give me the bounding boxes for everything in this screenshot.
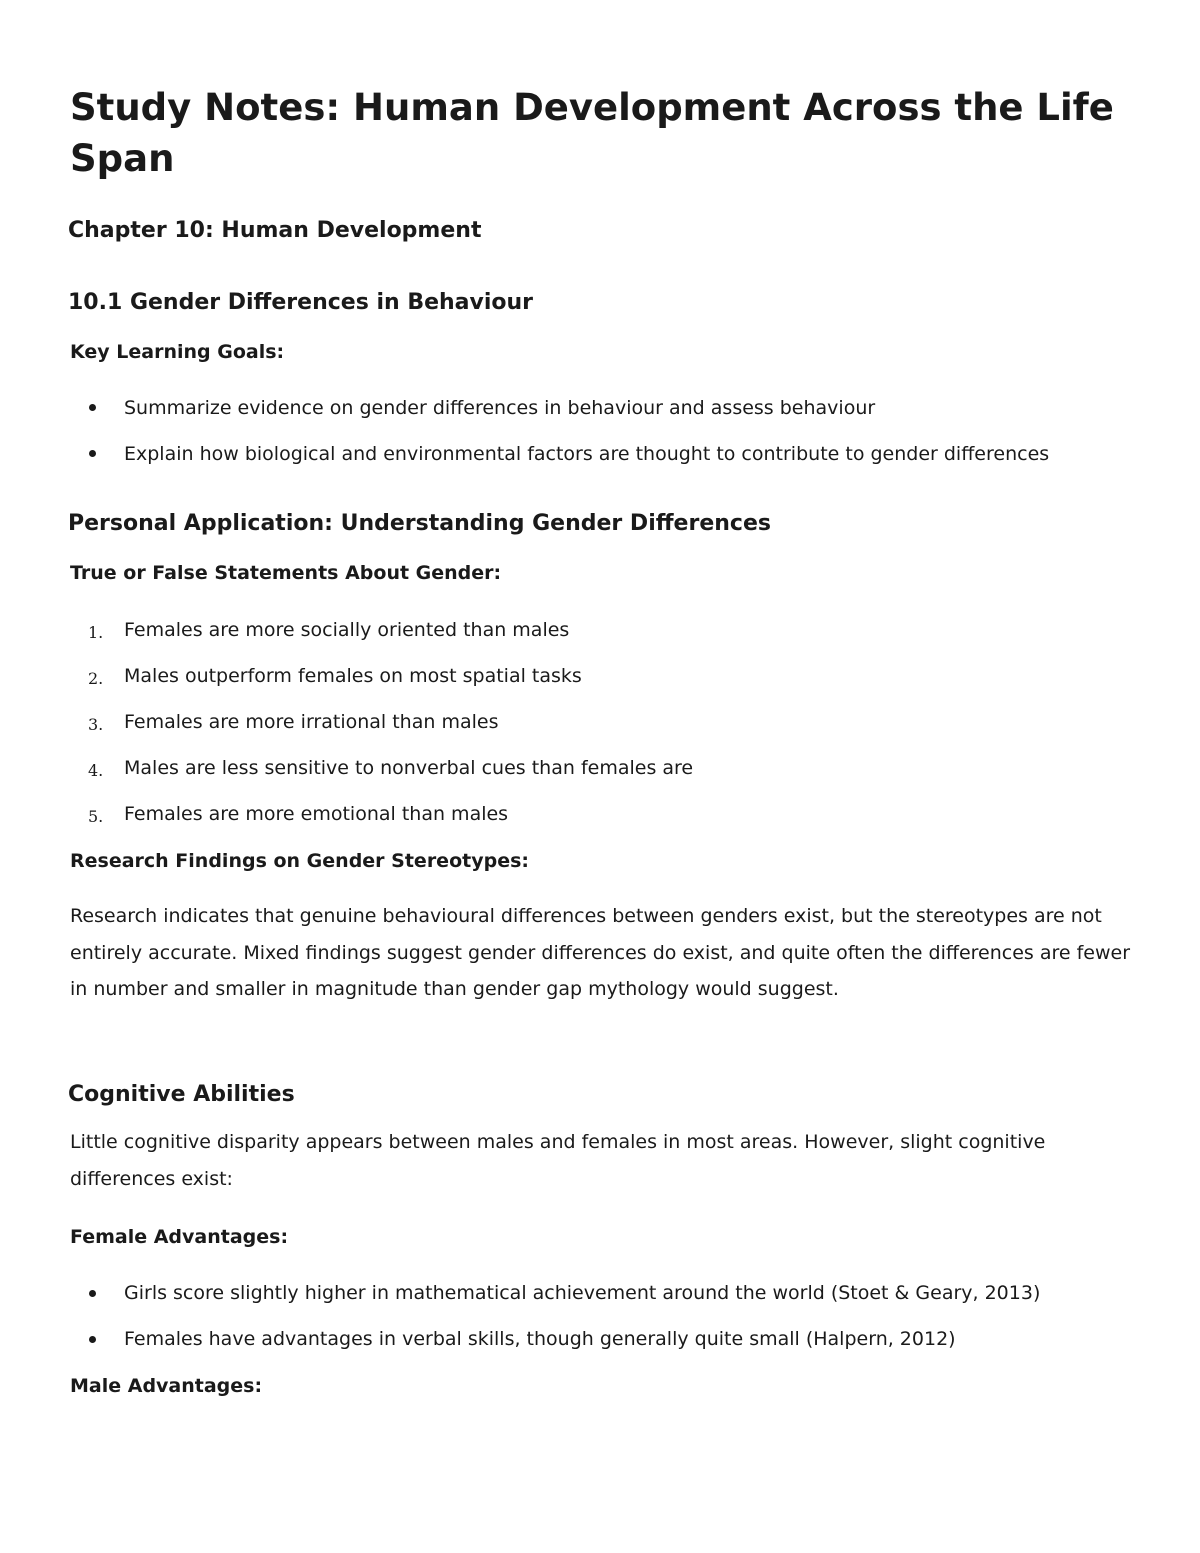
list-number: 2. bbox=[88, 669, 104, 688]
statement-item: Females are more emotional than males bbox=[124, 803, 509, 825]
list-number: 1. bbox=[88, 623, 104, 642]
statements-label: True or False Statements About Gender: bbox=[70, 562, 502, 584]
research-findings-label: Research Findings on Gender Stereotypes: bbox=[70, 850, 529, 872]
statement-item: Females are more irrational than males bbox=[124, 711, 499, 733]
chapter-heading: Chapter 10: Human Development bbox=[68, 218, 482, 243]
statement-item: Males outperform females on most spatial tasks bbox=[124, 665, 582, 687]
cognitive-intro-paragraph: Little cognitive disparity appears between males and females in most areas. However, slight cognitive differences exist: bbox=[70, 1131, 1046, 1190]
statement-item: Females are more socially oriented than males bbox=[124, 619, 570, 641]
goal-item: Summarize evidence on gender differences in behaviour and assess behaviour bbox=[124, 397, 876, 419]
key-learning-goals-label: Key Learning Goals: bbox=[70, 341, 285, 363]
section-heading-personal-application: Personal Application: Understanding Gender Differences bbox=[68, 511, 771, 536]
section-heading-gender-differences: 10.1 Gender Differences in Behaviour bbox=[68, 290, 534, 315]
page-title: Study Notes: Human Development Across the Life Span bbox=[70, 86, 1114, 180]
female-advantage-item: Females have advantages in verbal skills, though generally quite small (Halpern, 2012) bbox=[124, 1328, 956, 1350]
section-heading-cognitive-abilities: Cognitive Abilities bbox=[68, 1082, 295, 1107]
bullet-icon bbox=[89, 1290, 96, 1297]
bullet-icon bbox=[89, 450, 96, 457]
list-number: 4. bbox=[88, 761, 104, 780]
goal-item: Explain how biological and environmental factors are thought to contribute to gender differences bbox=[124, 443, 1050, 465]
bullet-icon bbox=[89, 1336, 96, 1343]
research-findings-paragraph: Research indicates that genuine behavioural differences between genders exist, but the stereotypes are not entirely accurate. Mixed findings suggest gender differences do exist, and quite often the differences are fewer in number and smaller in magnitude than gender gap mythology would suggest. bbox=[70, 905, 1131, 1000]
list-number: 5. bbox=[88, 807, 104, 826]
male-advantages-label: Male Advantages: bbox=[70, 1375, 263, 1397]
statement-item: Males are less sensitive to nonverbal cues than females are bbox=[124, 757, 694, 779]
bullet-icon bbox=[89, 404, 96, 411]
female-advantage-item: Girls score slightly higher in mathematical achievement around the world (Stoet & Geary, 2013) bbox=[124, 1282, 1041, 1304]
list-number: 3. bbox=[88, 715, 104, 734]
female-advantages-label: Female Advantages: bbox=[70, 1226, 289, 1248]
